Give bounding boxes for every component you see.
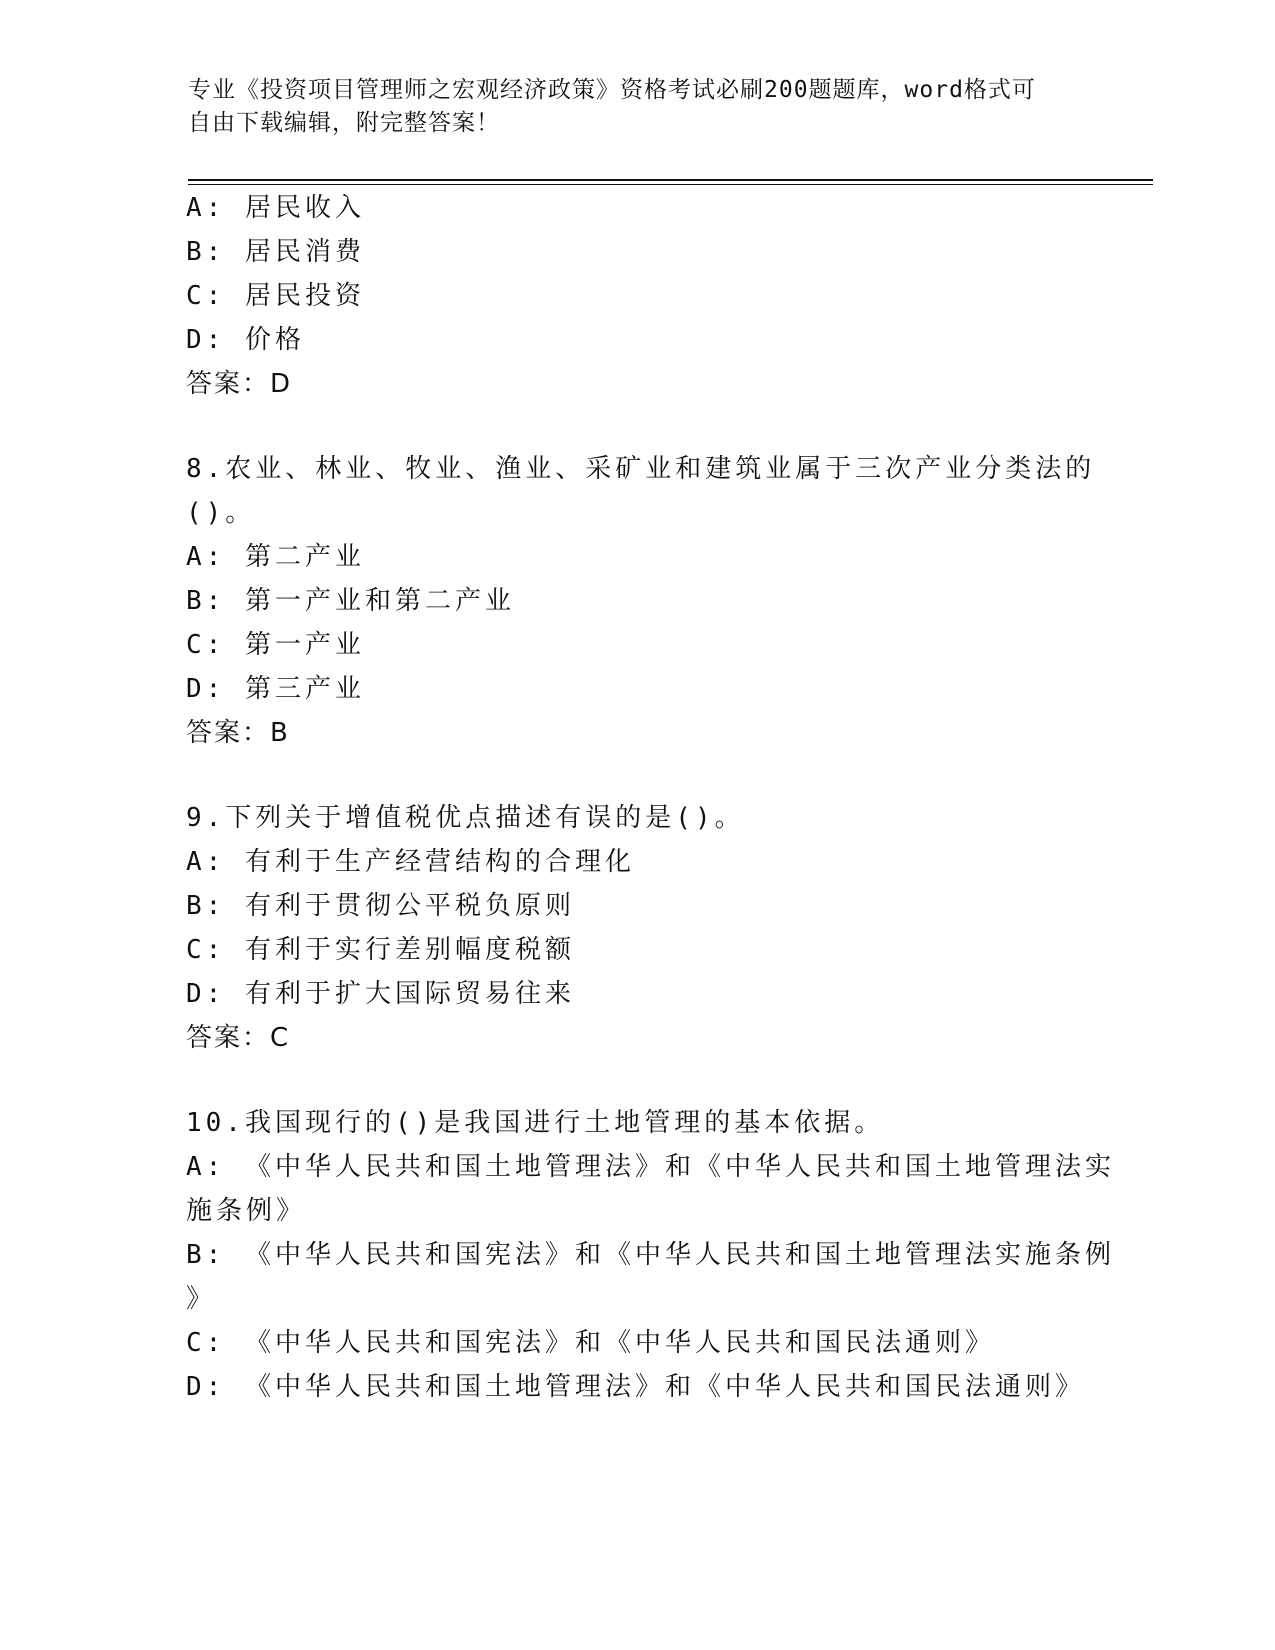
q8-option-c: C: 第一产业 bbox=[186, 630, 365, 660]
q9-option-c: C: 有利于实行差别幅度税额 bbox=[186, 935, 575, 965]
q7-option-d: D: 价格 bbox=[186, 325, 305, 355]
q10-option-b-line-1: B: 《中华人民共和国宪法》和《中华人民共和国土地管理法实施条例 bbox=[186, 1240, 1115, 1270]
header-divider-thin bbox=[188, 184, 1153, 185]
q8-stem-line-1: 8.农业、林业、牧业、渔业、采矿业和建筑业属于三次产业分类法的 bbox=[186, 454, 1096, 484]
header-line-1: 专业《投资项目管理师之宏观经济政策》资格考试必刷200题题库，word格式可 bbox=[188, 77, 1036, 103]
q10-option-a-line-1: A: 《中华人民共和国土地管理法》和《中华人民共和国土地管理法实 bbox=[186, 1152, 1115, 1182]
q9-option-a: A: 有利于生产经营结构的合理化 bbox=[186, 847, 635, 877]
q10-option-c: C: 《中华人民共和国宪法》和《中华人民共和国民法通则》 bbox=[186, 1328, 995, 1358]
q7-option-b: B: 居民消费 bbox=[186, 237, 365, 267]
q9-answer: 答案：C bbox=[186, 1023, 291, 1053]
q8-option-a: A: 第二产业 bbox=[186, 542, 365, 572]
q10-option-a-line-2: 施条例》 bbox=[186, 1196, 307, 1226]
q8-stem-line-2: ()。 bbox=[186, 498, 256, 528]
q8-option-d: D: 第三产业 bbox=[186, 674, 365, 704]
q7-option-a: A: 居民收入 bbox=[186, 193, 365, 223]
q9-stem: 9.下列关于增值税优点描述有误的是()。 bbox=[186, 803, 745, 833]
q10-option-b-line-2: 》 bbox=[186, 1284, 217, 1314]
header-divider-thick bbox=[188, 179, 1153, 181]
q8-option-b: B: 第一产业和第二产业 bbox=[186, 586, 515, 616]
document-header bbox=[188, 74, 1068, 140]
q9-option-d: D: 有利于扩大国际贸易往来 bbox=[186, 979, 575, 1009]
q8-answer: 答案：B bbox=[186, 718, 290, 748]
q7-option-c: C: 居民投资 bbox=[186, 281, 365, 311]
q9-option-b: B: 有利于贯彻公平税负原则 bbox=[186, 891, 575, 921]
header-line-2: 自由下载编辑，附完整答案！ bbox=[188, 110, 500, 136]
q10-option-d: D: 《中华人民共和国土地管理法》和《中华人民共和国民法通则》 bbox=[186, 1372, 1085, 1402]
q7-answer: 答案：D bbox=[186, 369, 293, 399]
q10-stem: 10.我国现行的()是我国进行土地管理的基本依据。 bbox=[186, 1108, 885, 1138]
